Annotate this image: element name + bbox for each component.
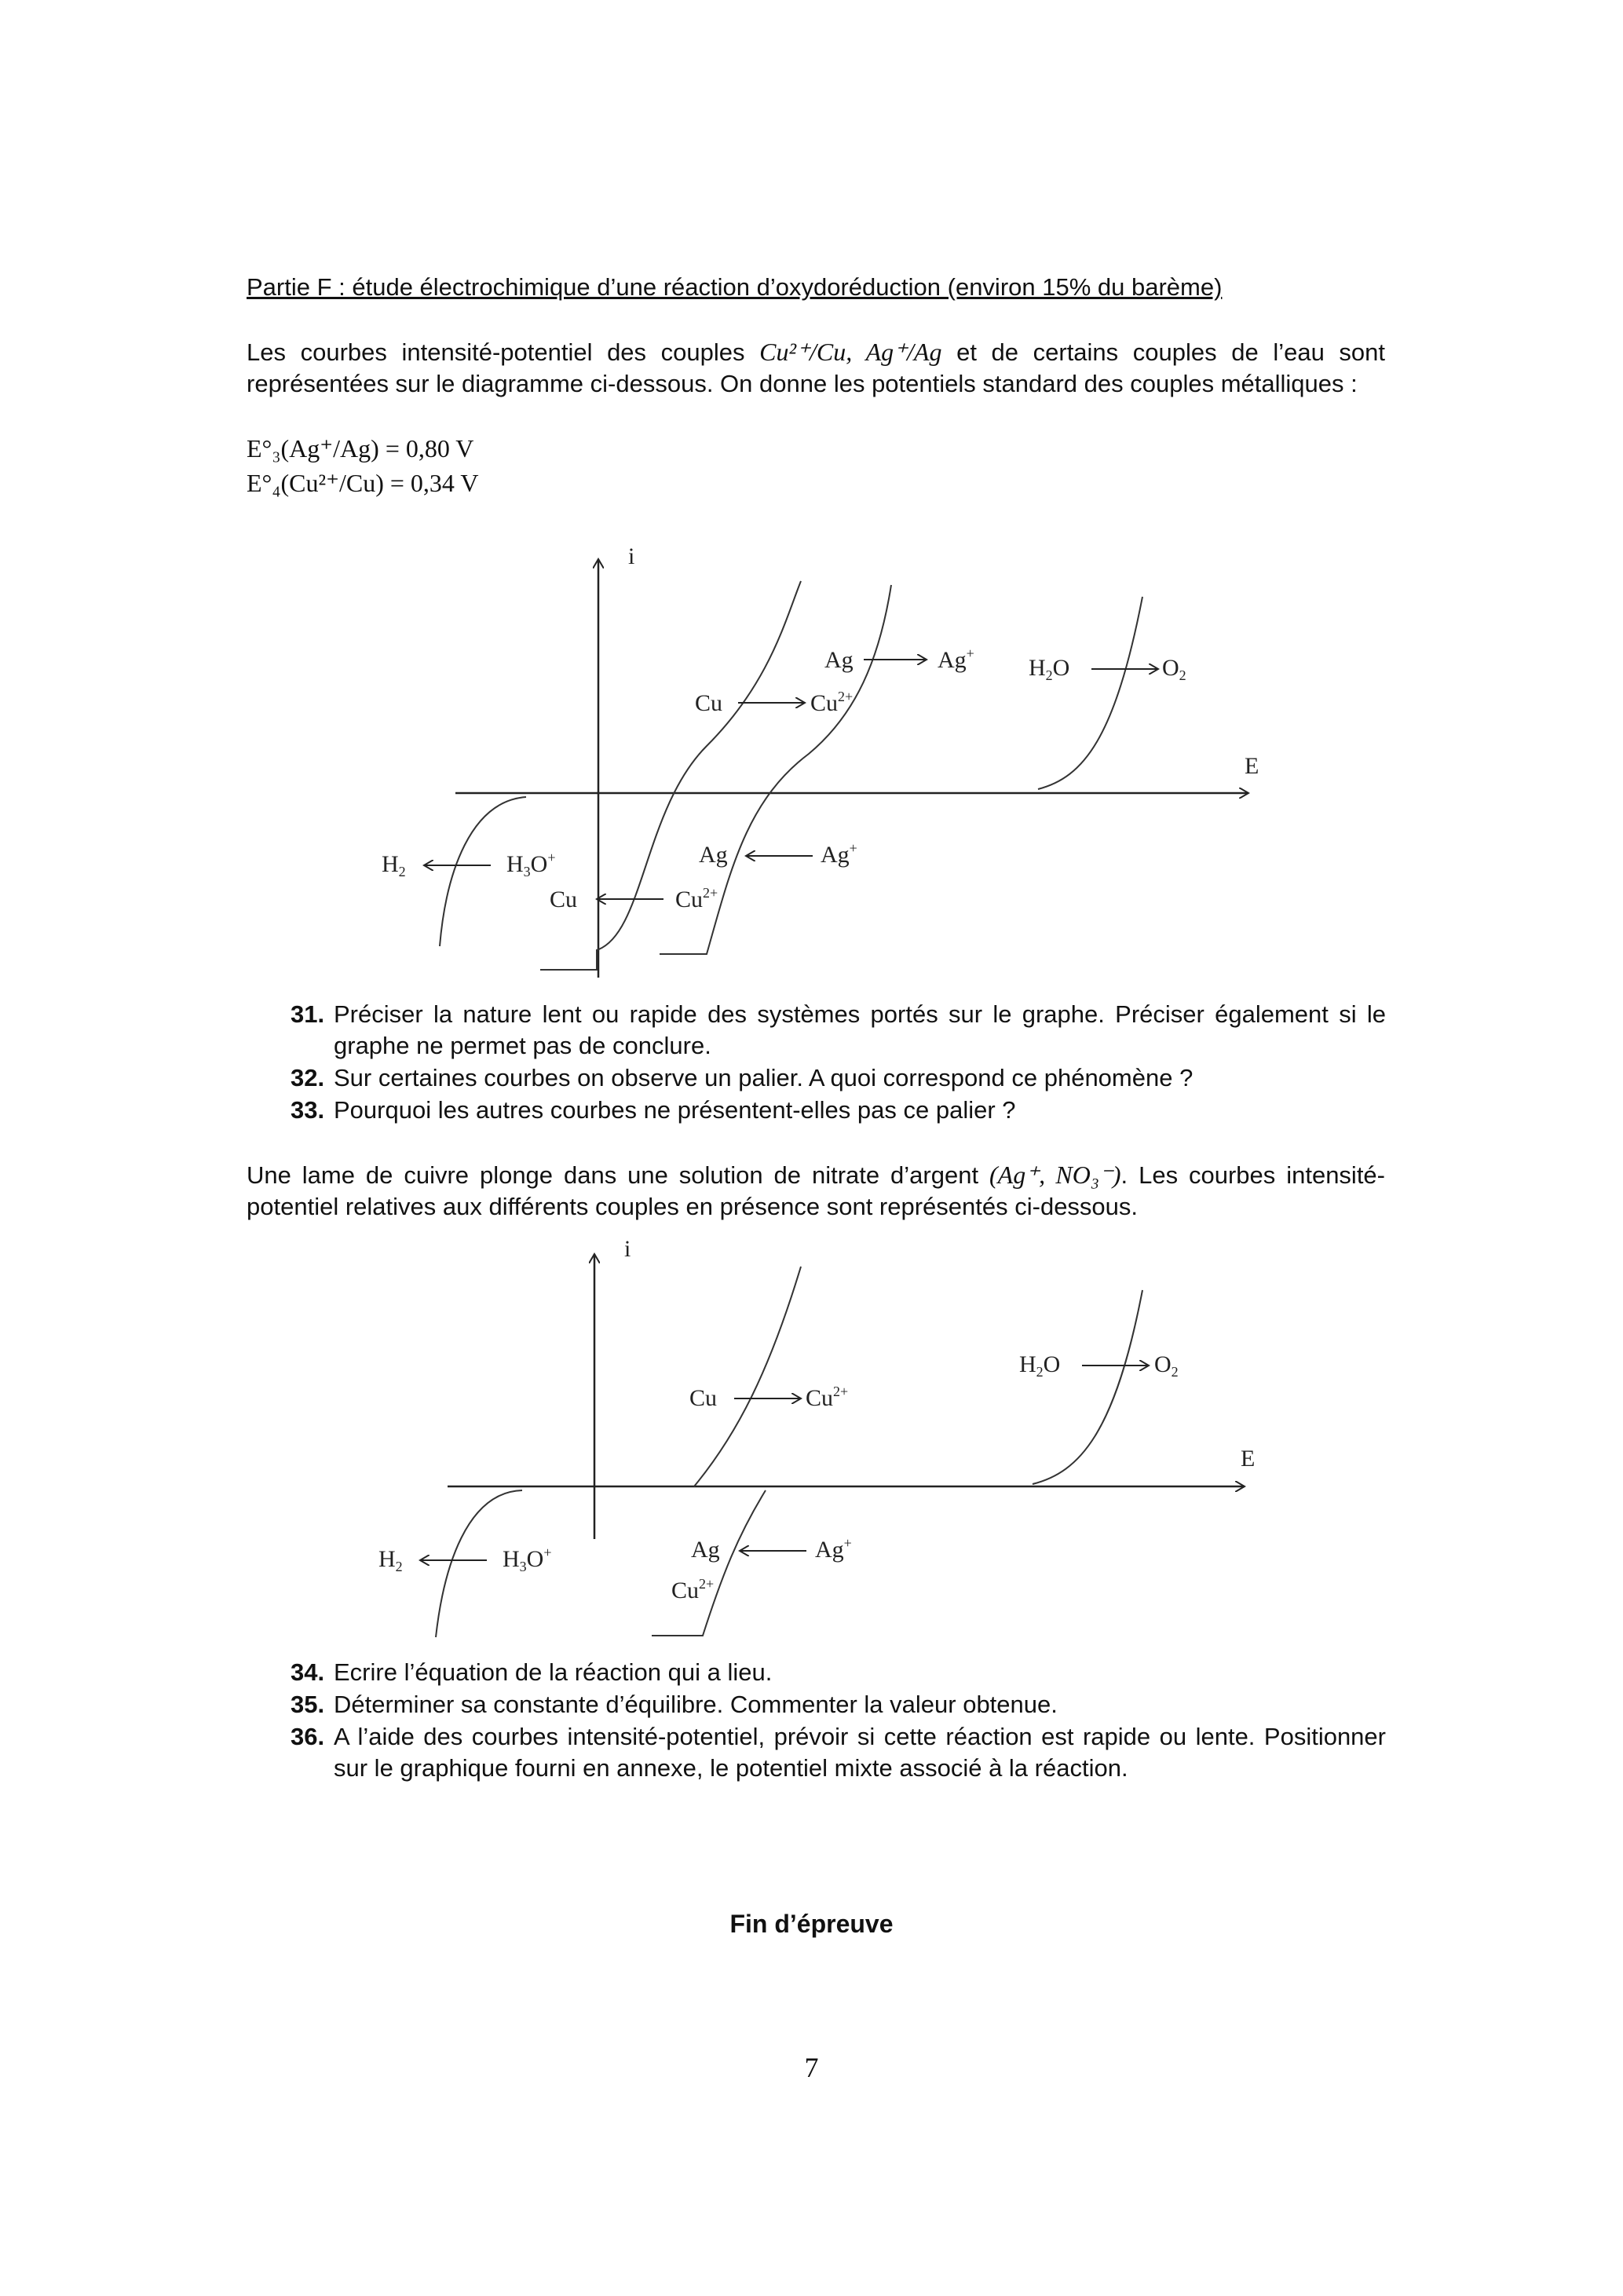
label-h3o: $H_3O^+$ bbox=[506, 850, 556, 879]
curve-cu bbox=[540, 581, 801, 970]
label-ag-plus-reduction: Ag+ bbox=[821, 840, 857, 868]
label-cu-oxidation: Cu bbox=[689, 1385, 718, 1411]
standard-potential-e4: E°₄(Cu²⁺/Cu) = 0,34 V bbox=[247, 469, 479, 497]
label-cu2-reduction: $Cu^{2+}$ bbox=[675, 885, 718, 912]
end-of-exam: Fin d’épreuve bbox=[729, 1910, 894, 1938]
intro2-species: (Ag⁺, NO₃⁻) bbox=[989, 1161, 1121, 1189]
page-number: 7 bbox=[804, 2052, 819, 2083]
label-h2: $H_2$ bbox=[382, 851, 406, 879]
question-34 bbox=[291, 1657, 1386, 1688]
question-35 bbox=[291, 1689, 1386, 1720]
axis-e-label: E bbox=[1245, 753, 1259, 779]
question-number: 32. bbox=[291, 1064, 325, 1091]
curve-cu-oxidation bbox=[694, 1267, 801, 1486]
label-cu2: $Cu^{2+}$ bbox=[671, 1576, 715, 1603]
axis-i-label: i bbox=[624, 1236, 631, 1262]
question-text: Déterminer sa constante d’équilibre. Commenter la valeur obtenue. bbox=[334, 1691, 1058, 1718]
question-31 bbox=[291, 999, 1386, 1062]
label-ag-reduction: Ag bbox=[691, 1537, 720, 1563]
label-cu-oxidation: Cu bbox=[695, 690, 723, 716]
curve-h2o-oxidation bbox=[1033, 1290, 1142, 1484]
question-text: Ecrire l’équation de la réaction qui a lieu. bbox=[334, 1658, 773, 1686]
label-cu2-oxidation: $Cu^{2+}$ bbox=[810, 689, 854, 716]
intro-paragraph bbox=[247, 336, 1385, 400]
label-ag-plus-reduction: Ag+ bbox=[815, 1535, 852, 1563]
question-36 bbox=[291, 1721, 1386, 1784]
label-o2: $O_2$ bbox=[1162, 655, 1186, 683]
intensity-potential-diagram-2 bbox=[361, 1229, 1272, 1645]
question-text: Préciser la nature lent ou rapide des systèmes portés sur le graphe. Préciser également si le graphe ne permet pas de conclure. bbox=[334, 1000, 1386, 1059]
question-33 bbox=[291, 1095, 1386, 1126]
intensity-potential-diagram-1 bbox=[361, 542, 1272, 982]
section-title: Partie F : étude électrochimique d’une réaction d’oxydoréduction (environ 15% du barème) bbox=[247, 273, 1223, 301]
curve-ag-reduction bbox=[652, 1490, 766, 1636]
label-o2: $O_2$ bbox=[1154, 1351, 1179, 1380]
label-h2o: $H_2O$ bbox=[1029, 655, 1070, 683]
intro2-text-1: Une lame de cuivre plonge dans une solution de nitrate d’argent bbox=[247, 1161, 989, 1189]
question-text: A l’aide des courbes intensité-potentiel, prévoir si cette réaction est rapide ou lente. Positionner sur le graphique fourni en annexe, le potentiel mixte associé à la réaction. bbox=[334, 1723, 1386, 1782]
label-h2: $H_2$ bbox=[378, 1546, 403, 1574]
label-h3o: $H_3O^+$ bbox=[503, 1545, 552, 1574]
curve-h2o-oxidation bbox=[1038, 597, 1142, 789]
label-cu-reduction: Cu bbox=[550, 887, 578, 912]
label-ag-oxidation: Ag bbox=[824, 647, 854, 673]
intro-text-2: et de certains couples de l’eau sont représentées sur le diagramme ci-dessous. On donne les potentiels standard des couples métalliques : bbox=[247, 338, 1386, 397]
label-cu2-oxidation: $Cu^{2+}$ bbox=[806, 1384, 849, 1411]
standard-potential-e3: E°₃(Ag⁺/Ag) = 0,80 V bbox=[247, 434, 474, 462]
question-32 bbox=[291, 1062, 1386, 1094]
label-ag-plus-oxidation: Ag+ bbox=[938, 645, 974, 673]
axis-e-label: E bbox=[1241, 1446, 1256, 1472]
label-h2o: $H_2O$ bbox=[1019, 1351, 1061, 1380]
intro2-paragraph bbox=[247, 1159, 1385, 1223]
intro-couples: Cu²⁺/Cu, Ag⁺/Ag bbox=[759, 338, 942, 366]
question-text: Sur certaines courbes on observe un palier. A quoi correspond ce phénomène ? bbox=[334, 1064, 1193, 1091]
question-number: 35. bbox=[291, 1691, 325, 1718]
question-number: 34. bbox=[291, 1658, 325, 1686]
intro2-text-2: . Les courbes intensité-potentiel relatives aux différents couples en présence sont représentés ci-dessous. bbox=[247, 1161, 1385, 1220]
question-number: 36. bbox=[291, 1723, 325, 1750]
intro-text-1: Les courbes intensité-potentiel des couples bbox=[247, 338, 760, 366]
axis-i-label: i bbox=[628, 543, 635, 569]
question-number: 33. bbox=[291, 1096, 325, 1124]
question-text: Pourquoi les autres courbes ne présentent-elles pas ce palier ? bbox=[334, 1096, 1016, 1124]
label-ag-reduction: Ag bbox=[699, 842, 728, 868]
question-number: 31. bbox=[291, 1000, 325, 1028]
